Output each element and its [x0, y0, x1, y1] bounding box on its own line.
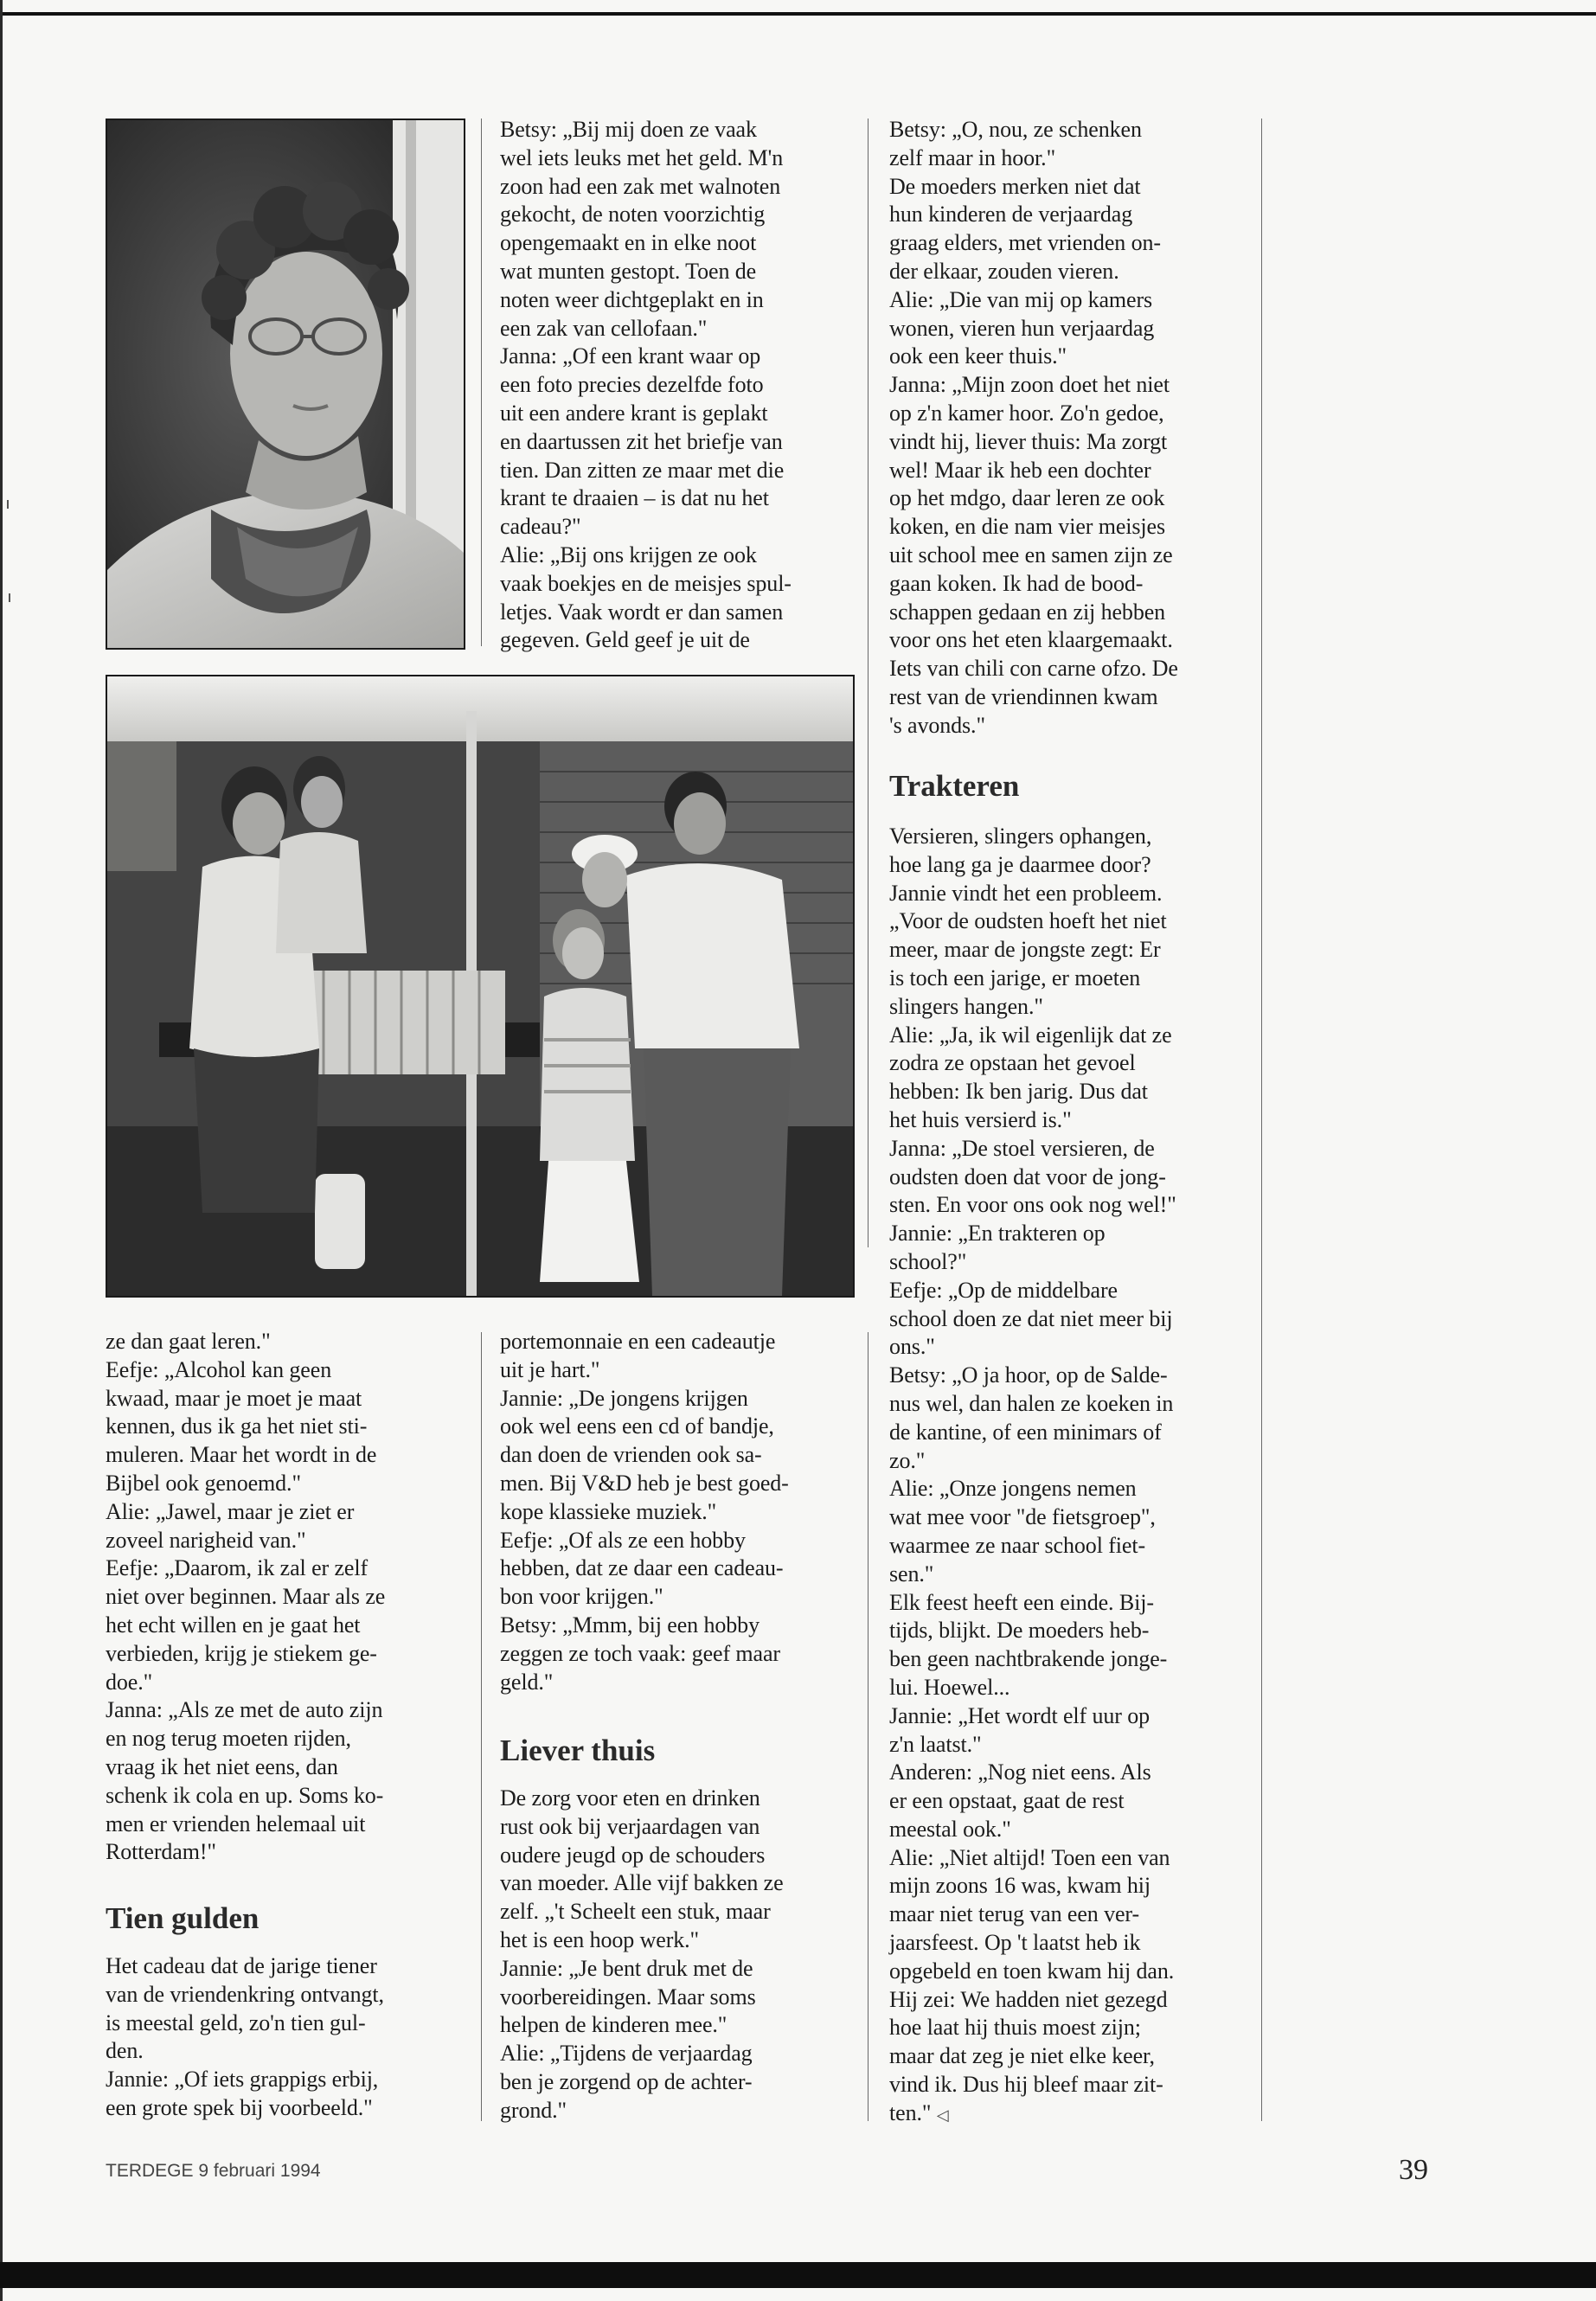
end-mark: ◁: [936, 2106, 949, 2124]
column-middle-liever-thuis: De zorg voor eten en drinken rust ook bij verjaardagen van oudere jeugd op de schouders van moeder. Alle vijf bakken ze zelf. „'t Scheelt een stuk, maar het is een hoop werk." Jannie: „Je bent druk met de voorbereidingen. Maar soms helpen de kinderen mee." Alie: „Tijdens de verjaardag ben je zorgend op de achter- grond.": [500, 1785, 784, 2123]
top-rule: [0, 12, 1596, 16]
column-right-bottom: [889, 823, 1261, 2130]
column-right-top: Betsy: „O, nou, ze schenken zelf maar in hoor." De moeders merken niet dat hun kinderen de verjaardag graag elders, met vrienden on- der elkaar, zouden vieren. Alie: „Die van mij op kamers wonen, vieren hun verjaardag ook een keer thuis." Janna: „Mijn zoon doet het niet op z'n kamer hoor. Zo'n gedoe, vindt hij, liever thuis: Ma zorgt wel! Maar ik heb een dochter op het mdgo, daar leren ze ook koken, en die nam vier meisjes uit school mee en samen zijn ze gaan koken. Ik had de bood- schappen gedaan en zij hebben voor ons het eten klaargemaakt. Iets van chili con carne ofzo. De rest van de vriendinnen kwam 's avonds.": [889, 117, 1178, 738]
party-photo-image: [107, 676, 853, 1296]
bottom-rule: [0, 2262, 1596, 2288]
column-rule: [481, 1332, 482, 2121]
margin-tick: [9, 593, 10, 602]
portrait-photo-image: [107, 120, 464, 648]
column-left-tien-gulden: Het cadeau dat de jarige tiener van de vriendenkring ontvangt, is meestal geld, zo'n tien gul- den. Jannie: „Of iets grappigs erbij, een grote spek bij voorbeeld.": [106, 1953, 384, 2120]
scan-edge: [0, 0, 3, 2301]
heading-tien-gulden: Tien gulden: [106, 1901, 260, 1935]
column-left-bottom: ze dan gaat leren." Eefje: „Alcohol kan geen kwaad, maar je moet je maat kennen, dus ik ga het niet sti- muleren. Maar het wordt in de Bijbel ook genoemd." Alie: „Jawel, maar je ziet er zoveel narigheid van." Eefje: „Daarom, ik zal er zelf niet over beginnen. Maar als ze het echt willen en je gaat het verbieden, krijg je stiekem ge- doe." Janna: „Als ze met de auto zijn en nog terug moeten rijden, vraag ik het niet eens, dan schenk ik cola en up. Soms ko- men er vrienden helemaal uit Rotterdam!": [106, 1329, 386, 1865]
publication-footer: TERDEGE 9 februari 1994: [106, 2161, 321, 2181]
margin-tick: [7, 500, 9, 509]
column-rule: [868, 119, 869, 1247]
column-rule: [481, 119, 482, 646]
page-number: 39: [1399, 2154, 1428, 2186]
heading-liever-thuis: Liever thuis: [500, 1734, 656, 1767]
portrait-photo: [106, 119, 465, 650]
column-right-bottom-text: Versieren, slingers ophangen, hoe lang ga je daarmee door? Jannie vindt het een probleem. „Voor de oudsten hoeft het niet meer, maar de jongste zegt: Er is toch een jarige, er moeten slingers hangen." Alie: „Ja, ik wil eigenlijk dat ze zodra ze opstaan het gevoel hebben: Ik ben jarig. Dus dat het huis versierd is." Janna: „De stoel versieren, de oudsten doen dat voor de jong- sten. En voor ons ook nog wel!" Jannie: „En trakteren op school?" Eefje: „Op de middelbare school doen ze dat niet meer bij ons." Betsy: „O ja hoor, op de Salde- nus wel, dan halen ze koeken in de kantine, of een minimars of zo." Alie: „Onze jongens nemen wat mee voor "de fietsgroep", waarmee ze naar school fiet- sen." Elk feest heeft een einde. Bij- tijds, blijkt. De moeders heb- ben geen nachtbrakende jonge- lui. Hoewel... Jannie: „Het wordt elf uur op z'n laatst." Anderen: „Nog niet eens. Als er een opstaat, gaat de rest meestal ook." Alie: „Niet altijd! Toen een van mijn zoons 16 was, kwam hij maar niet terug van een ver- jaarsfeest. Op 't laatst heb ik opgebeld en toen kwam hij dan. Hij zei: We hadden niet gezegd hoe laat hij thuis moest zijn; maar dat zeg je niet elke keer, vind ik. Dus hij bleef maar zit- ten.": [889, 824, 1176, 2125]
column-rule: [868, 1332, 869, 2121]
column-middle-bottom: portemonnaie en een cadeautje uit je hart." Jannie: „De jongens krijgen ook wel eens een cd of bandje, dan doen de vrienden ook sa- men. Bij V&D heb je best goed- kope klassieke muziek." Eefje: „Of als ze een hobby hebben, dat ze daar een cadeau- bon voor krijgen." Betsy: „Mmm, bij een hobby zeggen ze toch vaak: geef maar geld.": [500, 1329, 789, 1695]
column-rule: [1261, 119, 1262, 2121]
heading-trakteren: Trakteren: [889, 769, 1020, 803]
column-top-middle: Betsy: „Bij mij doen ze vaak wel iets leuks met het geld. M'n zoon had een zak met walnoten gekocht, de noten voorzichtig opengemaakt en in elke noot wat munten gestopt. Toen de noten weer dichtgeplakt en in een zak van cellofaan." Janna: „Of een krant waar op een foto precies dezelfde foto uit een andere krant is geplakt en daartussen zit het briefje van tien. Dan zitten ze maar met die krant te draaien – is dat nu het cadeau?" Alie: „Bij ons krijgen ze ook vaak boekjes en de meisjes spul- letjes. Vaak wordt er dan samen gegeven. Geld geef je uit de: [500, 117, 792, 653]
party-photo: [106, 675, 855, 1298]
